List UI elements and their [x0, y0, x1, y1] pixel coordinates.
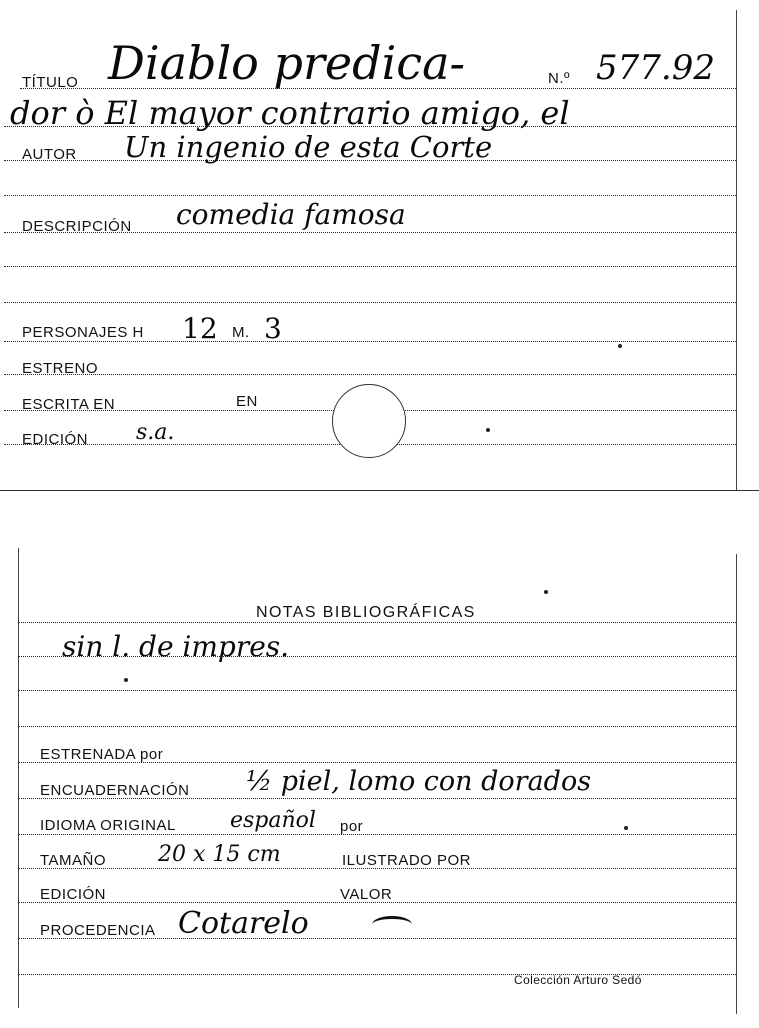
- personajes-label: PERSONAJES H: [22, 324, 144, 341]
- notas-title: NOTAS BIBLIOGRÁFICAS: [256, 604, 476, 621]
- catalog-card-top: [0, 0, 759, 492]
- dotted-line: [18, 726, 736, 727]
- titulo-value: Diablo predica-: [108, 36, 466, 90]
- descripcion-label: DESCRIPCIÓN: [22, 218, 132, 235]
- collection-label: Colección Arturo Sedó: [514, 973, 642, 987]
- por-label: por: [340, 818, 364, 835]
- autor-label: AUTOR: [22, 146, 77, 163]
- tamano-value: 20 x 15 cm: [158, 842, 281, 867]
- card-divider: [0, 490, 759, 491]
- numero-value: 577.92: [596, 48, 715, 88]
- ink-speck: [544, 590, 548, 594]
- edicion-label: EDICIÓN: [40, 886, 107, 903]
- en-label: EN: [236, 393, 258, 410]
- dotted-line: [18, 690, 736, 691]
- dotted-line: [4, 302, 736, 303]
- edicion-value: s.a.: [136, 420, 175, 445]
- dotted-line: [4, 266, 736, 267]
- descripcion-value: comedia famosa: [176, 198, 406, 231]
- dotted-line: [4, 341, 736, 342]
- encuadernacion-label: ENCUADERNACIÓN: [40, 782, 190, 799]
- encuadernacion-value: ½ piel, lomo con dorados: [246, 766, 592, 797]
- titulo-label: TÍTULO: [22, 74, 79, 91]
- card-right-edge: [736, 554, 737, 1014]
- procedencia-label: PROCEDENCIA: [40, 922, 156, 939]
- punch-hole: [332, 384, 406, 458]
- estreno-label: ESTRENO: [22, 360, 99, 377]
- card-right-edge: [736, 10, 737, 490]
- ink-speck: [618, 344, 622, 348]
- procedencia-value: Cotarelo: [178, 906, 309, 941]
- idioma-label: IDIOMA ORIGINAL: [40, 817, 176, 834]
- valor-label: VALOR: [340, 886, 393, 903]
- dotted-line: [4, 195, 736, 196]
- estrenada-label: ESTRENADA por: [40, 746, 164, 763]
- personajes-m-value: 3: [264, 312, 282, 345]
- punch-mark: [372, 916, 412, 933]
- numero-label: N.º: [548, 70, 570, 87]
- idioma-value: español: [230, 808, 316, 833]
- dotted-line: [4, 374, 736, 375]
- card-left-edge: [18, 548, 19, 1008]
- ink-speck: [624, 826, 628, 830]
- ink-speck: [124, 678, 128, 682]
- dotted-line: [18, 622, 736, 623]
- ilustrado-label: ILUSTRADO POR: [342, 852, 472, 869]
- escrita-en-label: ESCRITA EN: [22, 396, 116, 413]
- autor-value: Un ingenio de esta Corte: [124, 130, 493, 164]
- titulo-continuation: dor ò El mayor contrario amigo, el: [10, 94, 570, 132]
- personajes-m-label: M.: [232, 324, 250, 341]
- personajes-h-value: 12: [182, 312, 218, 345]
- edicion-label: EDICIÓN: [22, 431, 89, 448]
- notas-value: sin l. de impres.: [62, 630, 290, 663]
- dotted-line: [18, 834, 736, 835]
- catalog-card-bottom: [0, 540, 759, 1028]
- tamano-label: TAMAÑO: [40, 852, 107, 869]
- ink-speck: [486, 428, 490, 432]
